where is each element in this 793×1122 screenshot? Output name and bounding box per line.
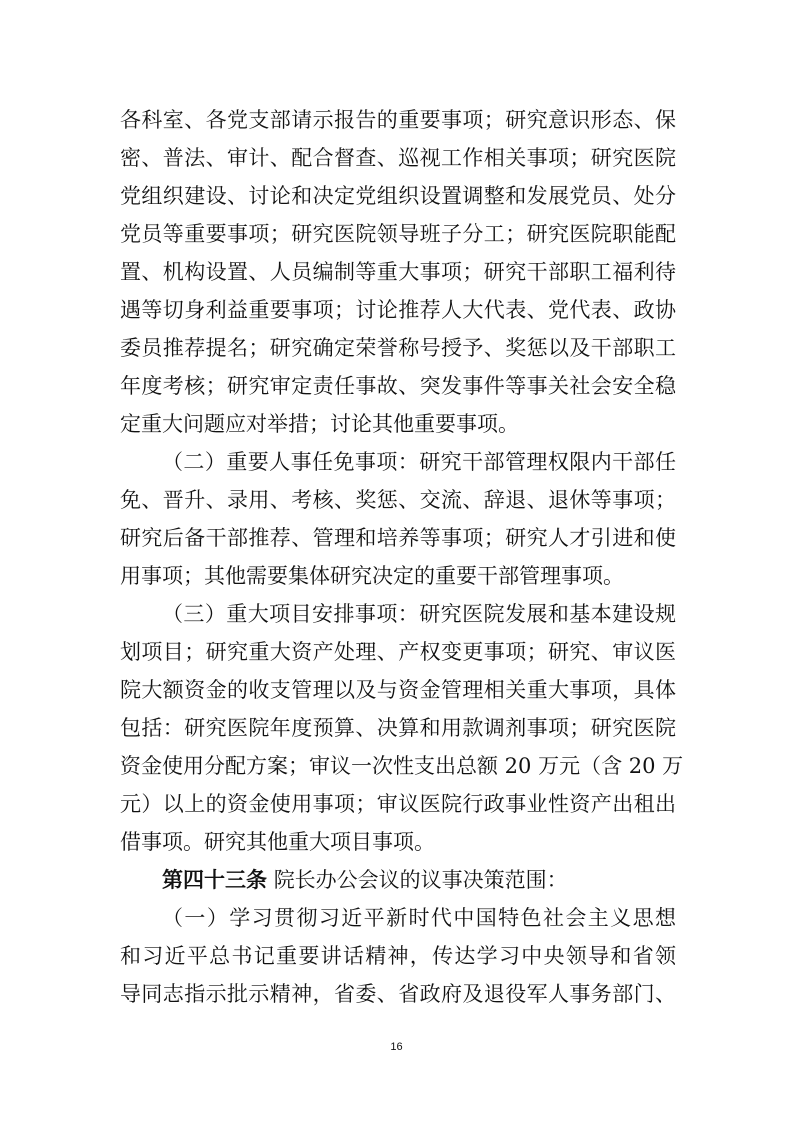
body-line: 院大额资金的收支管理以及与资金管理相关重大事项，具体	[120, 678, 676, 702]
body-line: 借事项。研究其他重大项目事项。	[120, 830, 435, 854]
article-text: 院长办公会议的议事决策范围：	[273, 868, 568, 892]
body-line: 各科室、各党支部请示报告的重要事项；研究意识形态、保	[120, 108, 676, 132]
body-line: 导同志指示批示精神，省委、省政府及退役军人事务部门、	[120, 982, 676, 1006]
body-line: 元）以上的资金使用事项；审议医院行政事业性资产出租出	[120, 792, 676, 816]
paragraph-heading-line: （一）学习贯彻习近平新时代中国特色社会主义思想	[162, 906, 676, 930]
body-line: 划项目；研究重大资产处理、产权变更事项；研究、审议医	[120, 640, 676, 664]
body-line: 和习近平总书记重要讲话精神，传达学习中央领导和省领	[120, 944, 676, 968]
body-line: 用事项；其他需要集体研究决定的重要干部管理事项。	[120, 564, 624, 588]
body-line: 置、机构设置、人员编制等重大事项；研究干部职工福利待	[120, 260, 676, 284]
body-line: 委员推荐提名；研究确定荣誉称号授予、奖惩以及干部职工	[120, 336, 676, 360]
body-line: 免、晋升、录用、考核、奖惩、交流、辞退、退休等事项；	[120, 488, 676, 512]
paragraph-heading-line: （二）重要人事任免事项：研究干部管理权限内干部任	[162, 450, 676, 474]
body-line: 党员等重要事项；研究医院领导班子分工；研究医院职能配	[120, 222, 676, 246]
body-line: 党组织建设、讨论和决定党组织设置调整和发展党员、处分	[120, 184, 676, 208]
body-line: 资金使用分配方案；审议一次性支出总额 20 万元（含 20 万	[120, 754, 684, 778]
page-number: 16	[390, 1041, 403, 1053]
body-line: 包括：研究医院年度预算、决算和用款调剂事项；研究医院	[120, 716, 676, 740]
paragraph-heading-line: （三）重大项目安排事项：研究医院发展和基本建设规	[162, 602, 676, 626]
article-line	[162, 865, 676, 895]
body-line: 研究后备干部推荐、管理和培养等事项；研究人才引进和使	[120, 526, 676, 550]
body-line: 年度考核；研究审定责任事故、突发事件等事关社会安全稳	[120, 374, 676, 398]
body-line: 定重大问题应对举措；讨论其他重要事项。	[120, 412, 519, 436]
body-line: 密、普法、审计、配合督查、巡视工作相关事项；研究医院	[120, 146, 676, 170]
body-line: 遇等切身利益重要事项；讨论推荐人大代表、党代表、政协	[120, 298, 676, 322]
article-heading: 第四十三条	[162, 868, 267, 892]
